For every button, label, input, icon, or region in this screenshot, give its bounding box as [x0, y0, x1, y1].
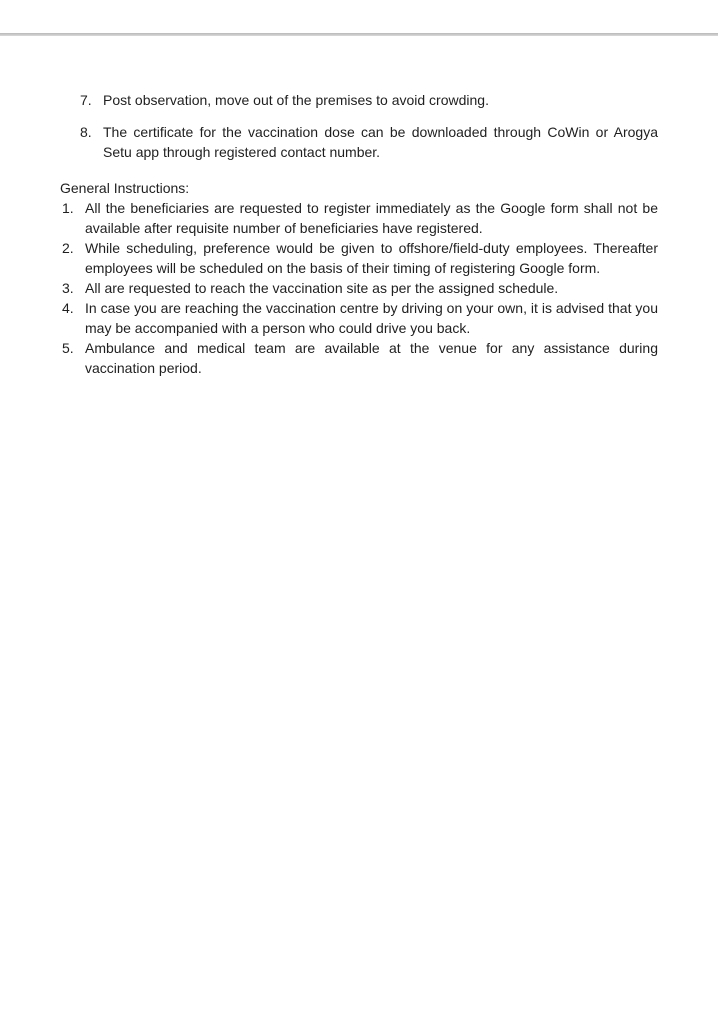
list-item-text: All are requested to reach the vaccination site as per the assigned schedule.	[85, 280, 559, 296]
list-item-number: 4.	[62, 300, 74, 316]
list-item-7	[0, 90, 718, 110]
list-item-text: The certificate for the vaccination dose can be downloaded through CoWin or Arogya Setu app through registered contact number.	[103, 124, 658, 160]
list-item-3	[0, 278, 718, 298]
horizontal-rule	[0, 33, 718, 36]
list-item-text: While scheduling, preference would be given to offshore/field-duty employees. Thereafter employees will be scheduled on the basis of their timing of registering Google form.	[85, 240, 658, 276]
list-item-number: 8.	[80, 124, 92, 140]
list-item-text: Ambulance and medical team are available at the venue for any assistance during vaccination period.	[85, 340, 658, 376]
general-instructions-list	[0, 198, 718, 378]
list-item-text: In case you are reaching the vaccination centre by driving on your own, it is advised that you may be accompanied with a person who could drive you back.	[85, 300, 658, 336]
list-item-2	[0, 238, 718, 278]
list-item-5	[0, 338, 718, 378]
list-item-8	[0, 122, 718, 162]
list-item-text: All the beneficiaries are requested to register immediately as the Google form shall not be available after requisite number of beneficiaries have registered.	[85, 200, 658, 236]
list-item-4	[0, 298, 718, 338]
list-item-number: 2.	[62, 240, 74, 256]
list-item-1	[0, 198, 718, 238]
continued-numbered-list	[0, 90, 718, 162]
list-item-number: 1.	[62, 200, 74, 216]
section-heading: General Instructions:	[60, 180, 190, 196]
list-item-number: 3.	[62, 280, 74, 296]
list-item-number: 5.	[62, 340, 74, 356]
list-item-number: 7.	[80, 92, 92, 108]
list-item-text: Post observation, move out of the premises to avoid crowding.	[103, 92, 489, 108]
